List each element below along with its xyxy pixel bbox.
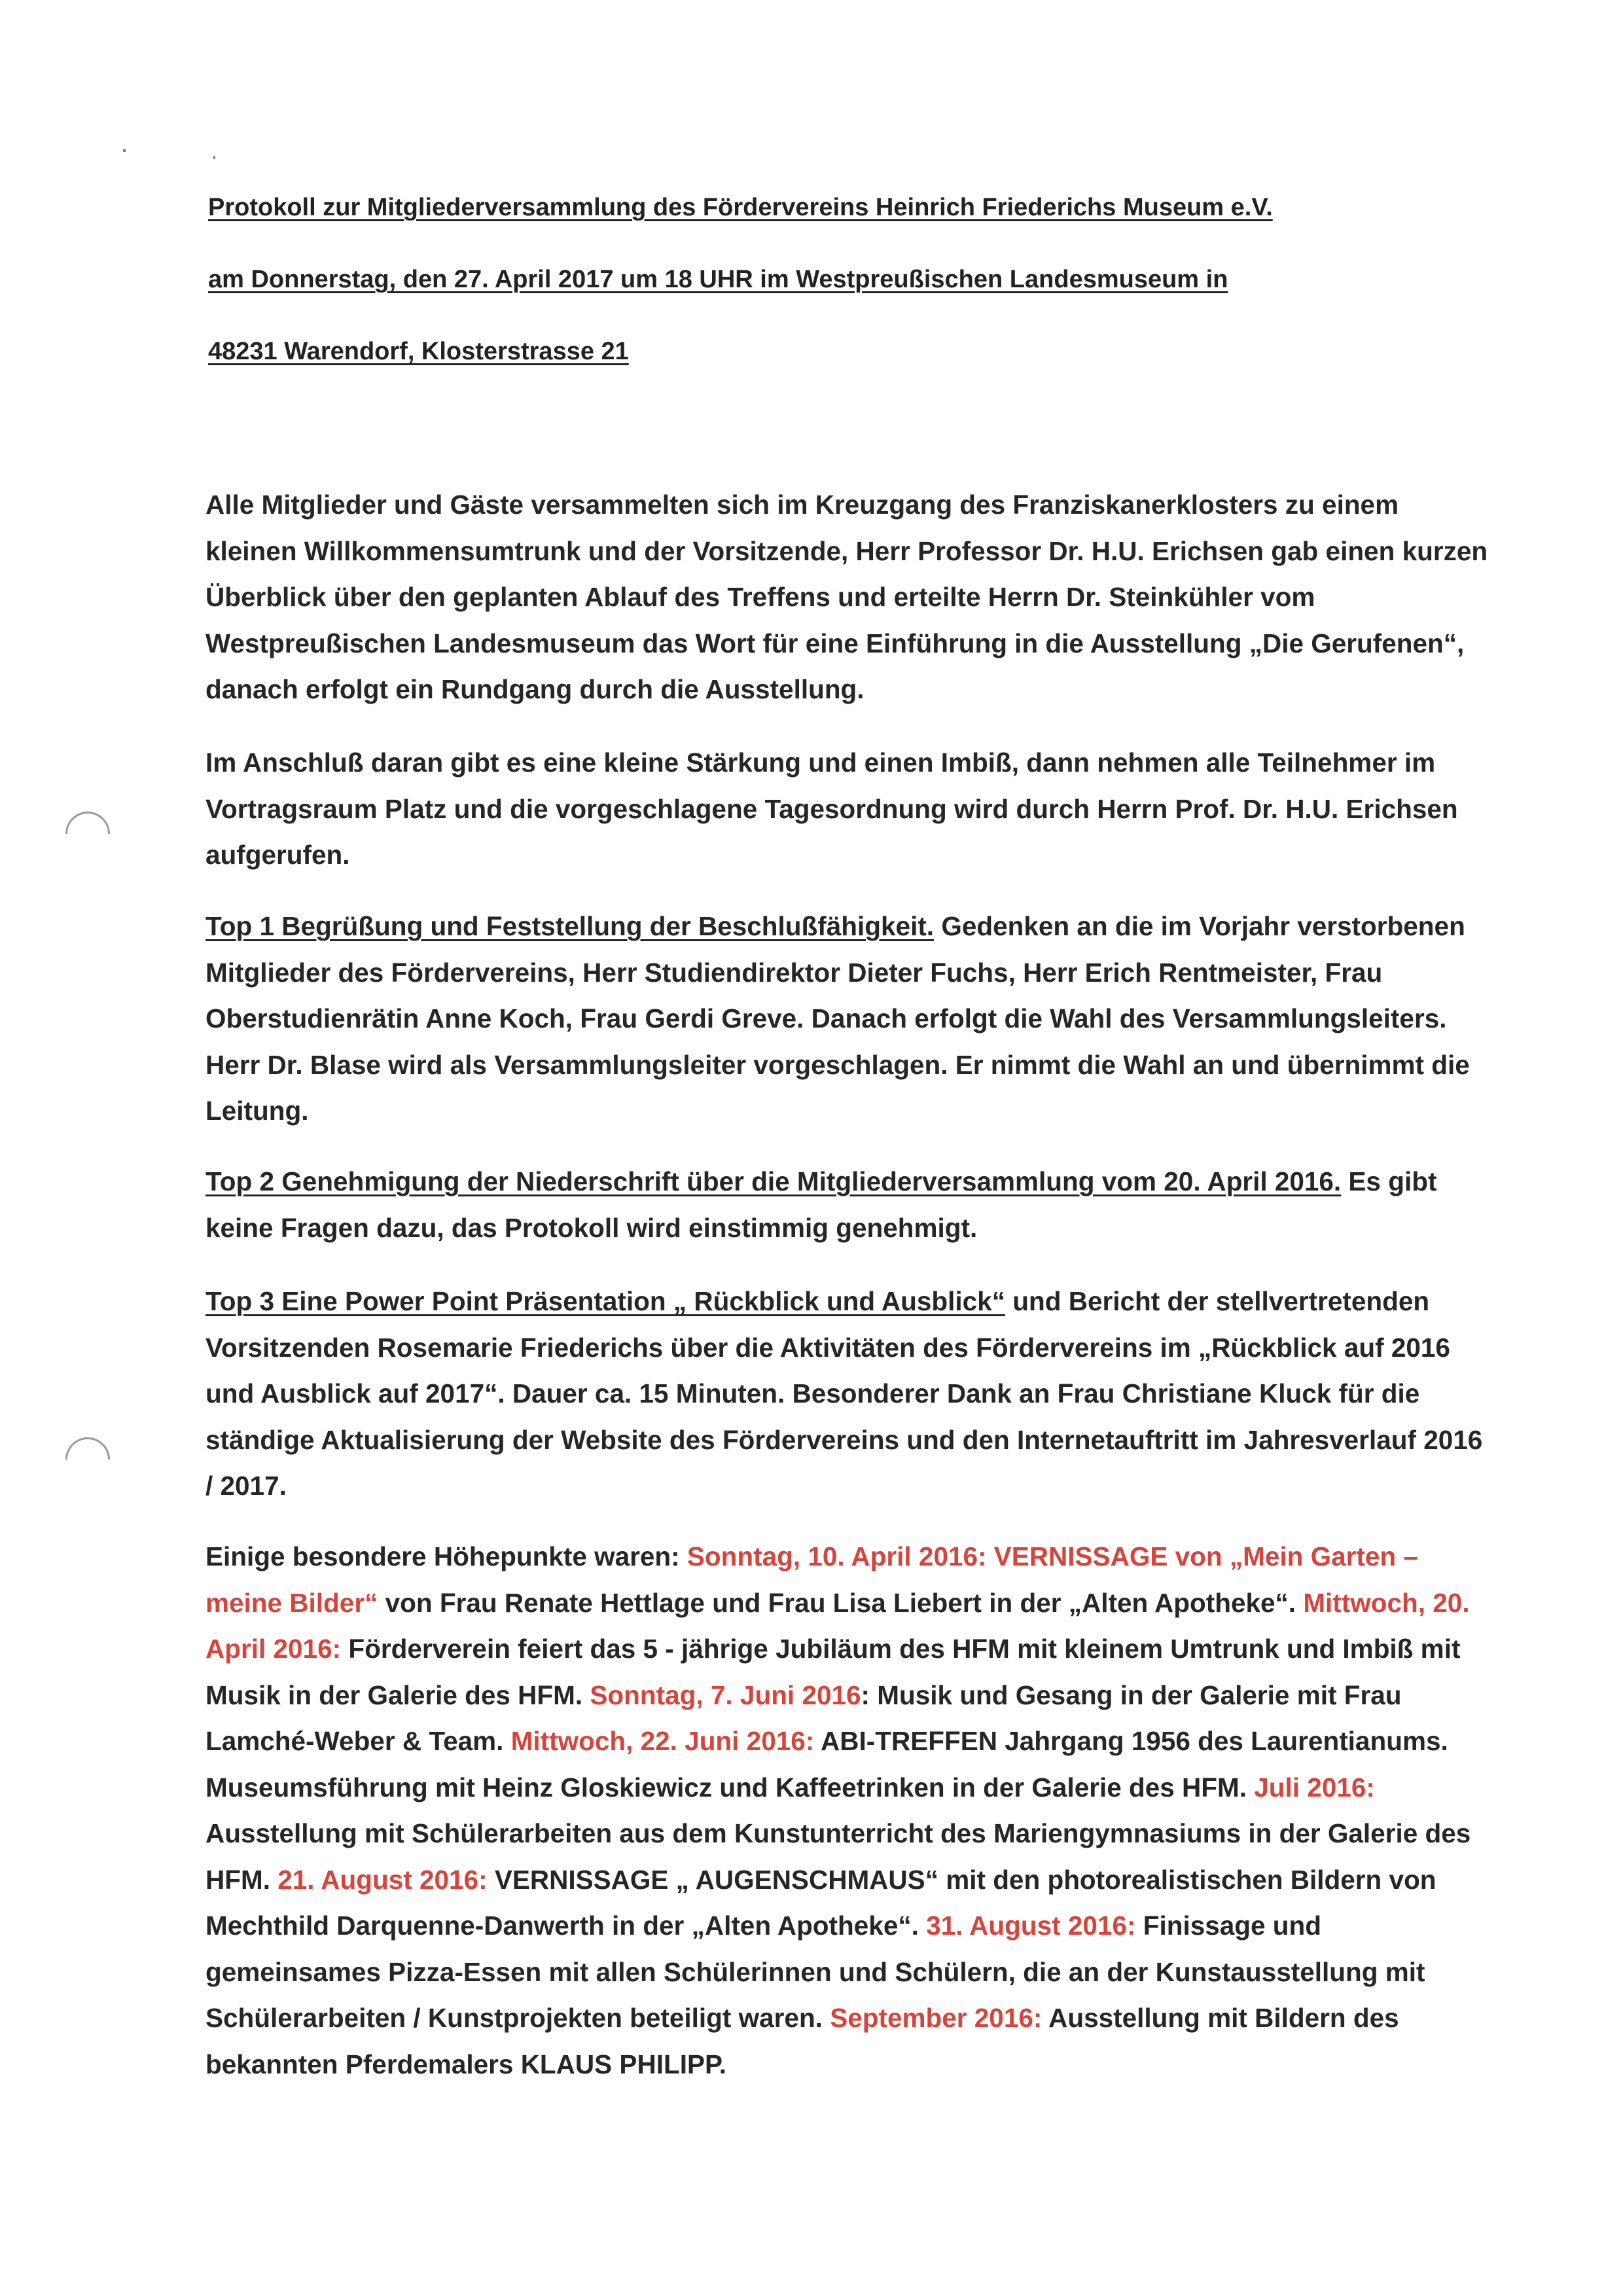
scan-speck	[213, 156, 215, 159]
punch-hole-mark	[56, 1428, 119, 1491]
top3-text: und Bericht der stellvertretenden Vorsitzenden Rosemarie Friederichs über die Aktivitäten des Fördervereins im „Rückblick auf 2016 und Ausblick auf 2017“. Dauer ca. 15 Minuten. Besonderer Dank an Frau Christiane Kluck für die ständige Aktualisierung der Website des Fördervereins und den Internetauftritt im Jahresverlauf 2016 / 2017.	[205, 1286, 1483, 1501]
scan-speck	[123, 149, 126, 152]
top1-text: Gedenken an die im Vorjahr verstorbenen Mitglieder des Fördervereins, Herr Studiendirektor Dieter Fuchs, Herr Erich Rentmeister, Frau Oberstudienrätin Anne Koch, Frau Gerdi Greve. Danach erfolgt die Wahl des Versammlungsleiters. Herr Dr. Blase wird als Versammlungsleiter vorgeschlagen. Er nimmt die Wahl an und übernimmt die Leitung.	[205, 911, 1470, 1126]
top2-text: Es gibt keine Fragen dazu, das Protokoll wird einstimmig genehmigt.	[205, 1166, 1437, 1243]
highlight-date: Sonntag, 7. Juni 2016	[590, 1679, 861, 1710]
top3-heading: Top 3 Eine Power Point Präsentation „ Rückblick und Ausblick“	[205, 1286, 1005, 1316]
highlight-text: Ausstellung mit Bildern des bekannten Pferdemalers KLAUS PHILIPP.	[205, 2003, 1399, 2079]
punch-hole-mark	[56, 802, 119, 865]
highlights-paragraph	[205, 1534, 1488, 2087]
highlight-text: VERNISSAGE „ AUGENSCHMAUS“ mit den photorealistischen Bildern von Mechthild Darquenne-Danwerth in der „Alten Apotheke“.	[205, 1864, 1436, 1941]
highlight-text: von Frau Renate Hettlage und Frau Lisa Liebert in der „Alten Apotheke“.	[378, 1587, 1304, 1618]
intro-paragraph-2: Im Anschluß daran gibt es eine kleine Stärkung und einen Imbiß, dann nehmen alle Teilnehmer im Vortragsraum Platz und die vorgeschlagene Tagesordnung wird durch Herrn Prof. Dr. H.U. Erichsen aufgerufen.	[205, 747, 1458, 870]
highlight-date: 21. August 2016:	[277, 1864, 488, 1895]
highlight-date: Juli 2016:	[1254, 1772, 1375, 1803]
top2-paragraph	[205, 1158, 1488, 1251]
highlights-intro: Einige besondere Höhepunkte waren:	[205, 1541, 687, 1571]
highlight-text: Finissage und gemeinsames Pizza-Essen mit allen Schülerinnen und Schülern, die an der Kunstausstellung mit Schülerarbeiten / Kunstprojekten beteiligt waren.	[205, 1910, 1425, 2033]
highlight-date: Mittwoch, 20. April 2016:	[205, 1587, 1470, 1664]
highlight-text: Förderverein feiert das 5 - jährige Jubiläum des HFM mit kleinem Umtrunk und Imbiß mit Musik in der Galerie des HFM.	[205, 1634, 1461, 1710]
top1-paragraph	[205, 903, 1488, 1134]
header-line-2: am Donnerstag, den 27. April 2017 um 18 UHR im Westpreußischen Landesmuseum in	[208, 266, 1228, 293]
header-line-3: 48231 Warendorf, Klosterstrasse 21	[208, 338, 629, 365]
top1-heading: Top 1 Begrüßung und Feststellung der Beschlußfähigkeit.	[205, 911, 935, 941]
highlight-text: ABI-TREFFEN Jahrgang 1956 des Laurentianums. Museumsführung mit Heinz Gloskiewicz und Kaffeetrinken in der Galerie des HFM.	[205, 1726, 1448, 1803]
top3-paragraph	[205, 1278, 1488, 1509]
top2-heading: Top 2 Genehmigung der Niederschrift über die Mitgliederversammlung vom 20. April 2016.	[205, 1166, 1342, 1196]
highlight-date: 31. August 2016:	[926, 1910, 1136, 1941]
highlight-text: Ausstellung mit Schülerarbeiten aus dem Kunstunterricht des Mariengymnasiums in der Galerie des HFM.	[205, 1818, 1471, 1895]
intro-paragraph-1: Alle Mitglieder und Gäste versammelten sich im Kreuzgang des Franziskanerklosters zu einem kleinen Willkommensumtrunk und der Vorsitzende, Herr Professor Dr. H.U. Erichsen gab einen kurzen Überblick über den geplanten Ablauf des Treffens und erteilte Herrn Dr. Steinkühler vom Westpreußischen Landesmuseum das Wort für eine Einführung in die Ausstellung „Die Gerufenen“, danach erfolgt ein Rundgang durch die Ausstellung.	[205, 490, 1488, 704]
highlight-text: : Musik und Gesang in der Galerie mit Frau Lamché-Weber & Team.	[205, 1679, 1402, 1756]
highlight-date: September 2016:	[830, 2003, 1043, 2033]
highlight-date: Mittwoch, 22. Juni 2016:	[510, 1726, 815, 1756]
header-line-1: Protokoll zur Mitgliederversammlung des Fördervereins Heinrich Friederichs Museum e.V.	[208, 194, 1273, 221]
highlight-date: Sonntag, 10. April 2016: VERNISSAGE von „Mein Garten – meine Bilder“	[205, 1541, 1418, 1618]
